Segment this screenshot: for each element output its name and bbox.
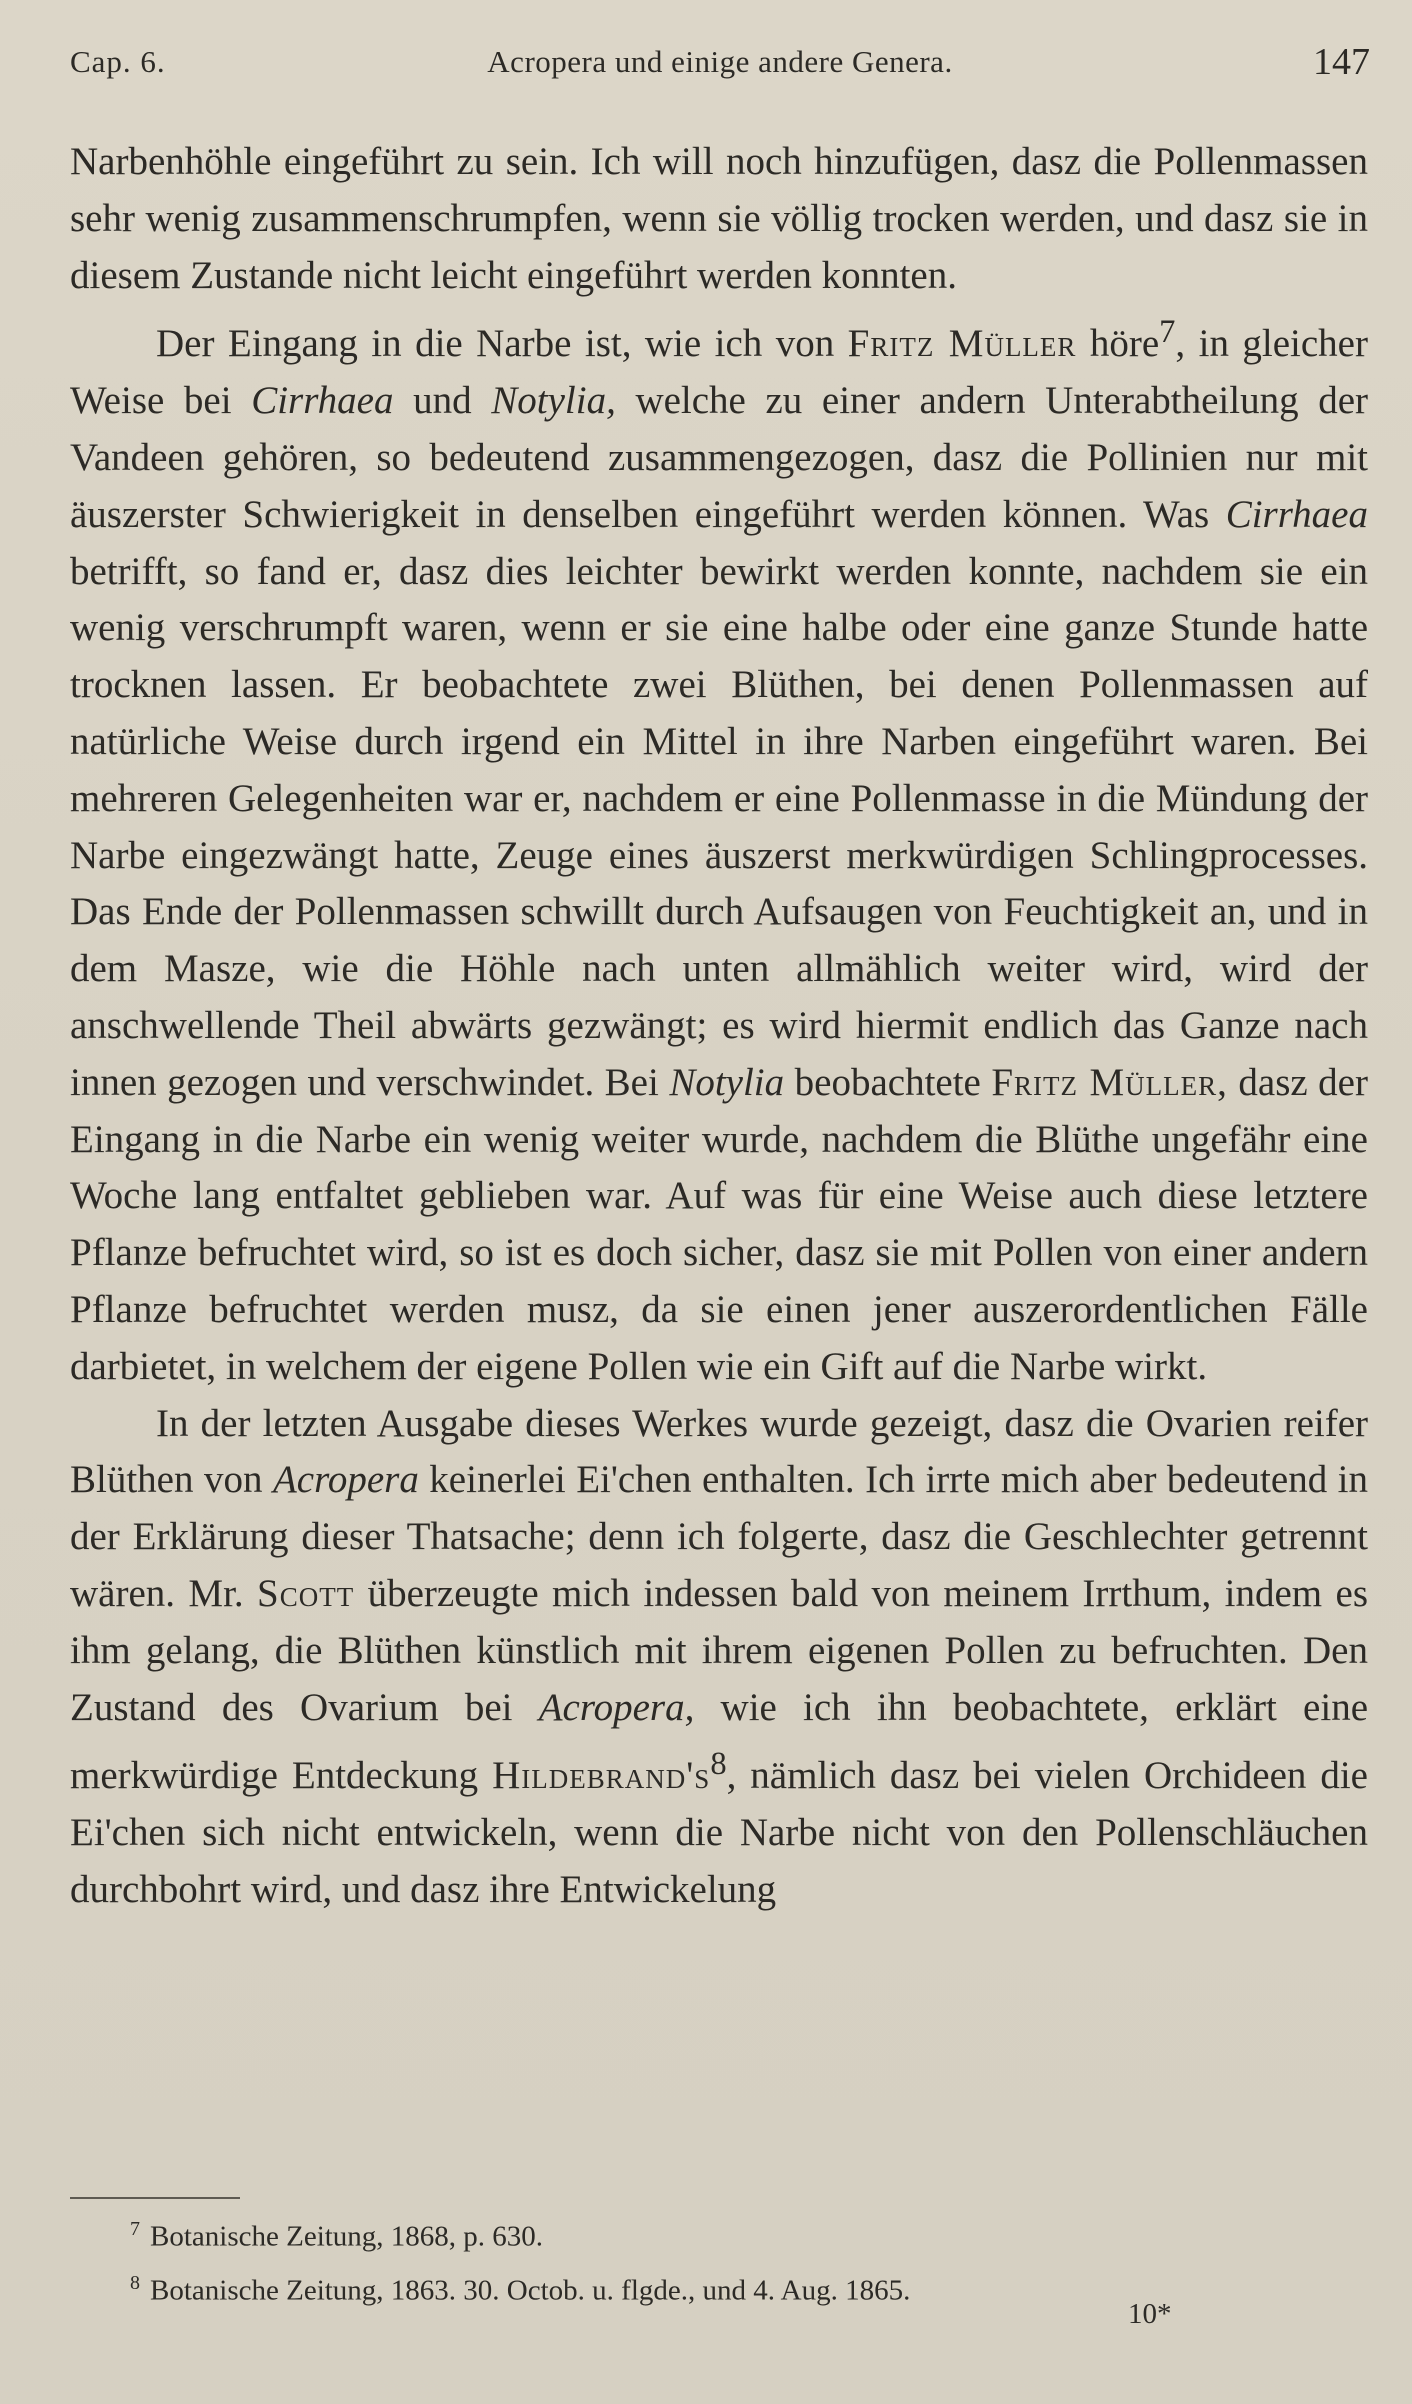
text-run: beobachtete bbox=[784, 1060, 992, 1104]
footnote bbox=[130, 2260, 1230, 2314]
genus-name: Notylia, bbox=[491, 379, 616, 423]
footnotes bbox=[130, 2206, 1230, 2313]
author-name: Scott bbox=[257, 1571, 355, 1615]
text-run: Der Eingang in die Narbe ist, wie ich von bbox=[156, 322, 848, 366]
text-run: , in gleicher Weise bei bbox=[70, 322, 1368, 423]
text-run: dasz der Eingang in die Narbe ein wenig weiter wurde, nachdem die Blüthe ungefähr eine Woche lang entfaltet geblieben war. Auf was für eine Weise auch diese letztere Pflanze befruchtet wird, so ist es doch sicher, dasz sie mit Pollen von einer andern Pflanze befruchtet werden musz, da sie einen jener auszerordentlichen Fälle darbietet, in welchem der eigene Pollen wie ein Gift auf die Narbe wirkt. bbox=[70, 1060, 1368, 1388]
text-run: , nämlich dasz bei vielen Orchideen die Ei'chen sich nicht entwickeln, wenn die Narbe nicht von den Pollenschläuchen durchbohrt wird, und dasz ihre Entwickelung bbox=[70, 1754, 1368, 1911]
genus-name: Cirrhaea bbox=[251, 379, 394, 423]
footnote-ref: 7 bbox=[1159, 314, 1176, 351]
text-run: höre bbox=[1076, 322, 1160, 366]
page-number: 147 bbox=[1313, 41, 1370, 83]
author-name: Fritz Müller bbox=[847, 322, 1077, 366]
text-run: In der letzten Ausgabe dieses Werkes wurde gezeigt, dasz die Ovarien reifer Blüthen von bbox=[70, 1401, 1368, 1502]
footnote-text: Botanische Zeitung, 1863. 30. Octob. u. flgde., und 4. Aug. 1865. bbox=[150, 2274, 911, 2307]
footnote-divider bbox=[70, 2197, 240, 2199]
footnote-mark: 7 bbox=[130, 2218, 140, 2240]
genus-name: Acropera bbox=[272, 1458, 419, 1502]
author-name: Hildebrand's bbox=[492, 1754, 711, 1798]
text-run: überzeugte mich indessen bald von meinem Irrthum, indem es ihm gelang, die Blüthen künstlich mit ihrem eigenen Pollen zu befruchten. Den Zustand des Ovarium bei bbox=[70, 1571, 1368, 1729]
footnote-text: Botanische Zeitung, 1868, p. 630. bbox=[150, 2220, 544, 2253]
text-run: wie ich ihn beobachtete, erklärt eine merkwürdige Entdeckung bbox=[70, 1685, 1369, 1798]
genus-name: Cirrhaea bbox=[1225, 492, 1368, 536]
genus-name: Acropera, bbox=[538, 1685, 695, 1729]
running-header bbox=[70, 38, 1370, 90]
body-text bbox=[70, 134, 1368, 1919]
text-run: welche zu einer andern Unterabtheilung der Vandeen gehören, so bedeutend zusammengezogen, dasz die Pollinien nur mit äuszerster Schwierigkeit in denselben eingeführt werden können. Was bbox=[70, 379, 1369, 536]
paragraph-3 bbox=[70, 1396, 1368, 1919]
genus-name: Notylia bbox=[669, 1060, 785, 1104]
text-run: keinerlei Ei'chen enthalten. Ich irrte mich aber bedeutend in der Erklärung dieser Thatsache; denn ich folgerte, dasz die Geschlechter getrennt wären. Mr. bbox=[70, 1458, 1369, 1615]
text-run: Narbenhöhle eingeführt zu sein. Ich will noch hinzufügen, dasz die Pollenmassen sehr wenig zusammenschrumpfen, wenn sie völlig trocken werden, und dasz sie in diesem Zustande nicht leicht eingeführt werden konnten. bbox=[70, 140, 1368, 297]
chapter-label: Cap. 6. bbox=[70, 44, 166, 79]
author-name: Fritz Müller, bbox=[991, 1060, 1228, 1104]
text-run: und bbox=[393, 379, 492, 423]
footnote-mark: 8 bbox=[130, 2271, 140, 2294]
footnote bbox=[130, 2206, 1230, 2260]
running-title: Acropera und einige andere Genera. bbox=[487, 44, 953, 79]
paragraph-2 bbox=[70, 304, 1368, 1395]
text-run: betrifft, so fand er, dasz dies leichter bewirkt werden konnte, nachdem sie ein wenig verschrumpft waren, wenn er sie eine halbe oder eine ganze Stunde hatte trocknen lassen. Er beobachtete zwei Blüthen, bei denen Pollenmassen auf natürliche Weise durch irgend ein Mittel in ihre Narben eingeführt waren. Bei mehreren Gelegenheiten war er, nachdem er eine Pollenmasse in die Mündung der Narbe eingezwängt hatte, Zeuge eines äuszerst merkwürdigen Schlingprocesses. Das Ende der Pollenmassen schwillt durch Aufsaugen von Feuchtigkeit an, und in dem Masze, wie die Höhle nach unten allmählich weiter wird, wird der anschwellende Theil abwärts gezwängt; es wird hiermit endlich das Ganze nach innen gezogen und verschwindet. Bei bbox=[70, 549, 1368, 1104]
signature-mark: 10* bbox=[1128, 2298, 1172, 2330]
footnote-ref: 8 bbox=[710, 1746, 727, 1783]
paragraph-1 bbox=[70, 134, 1368, 304]
